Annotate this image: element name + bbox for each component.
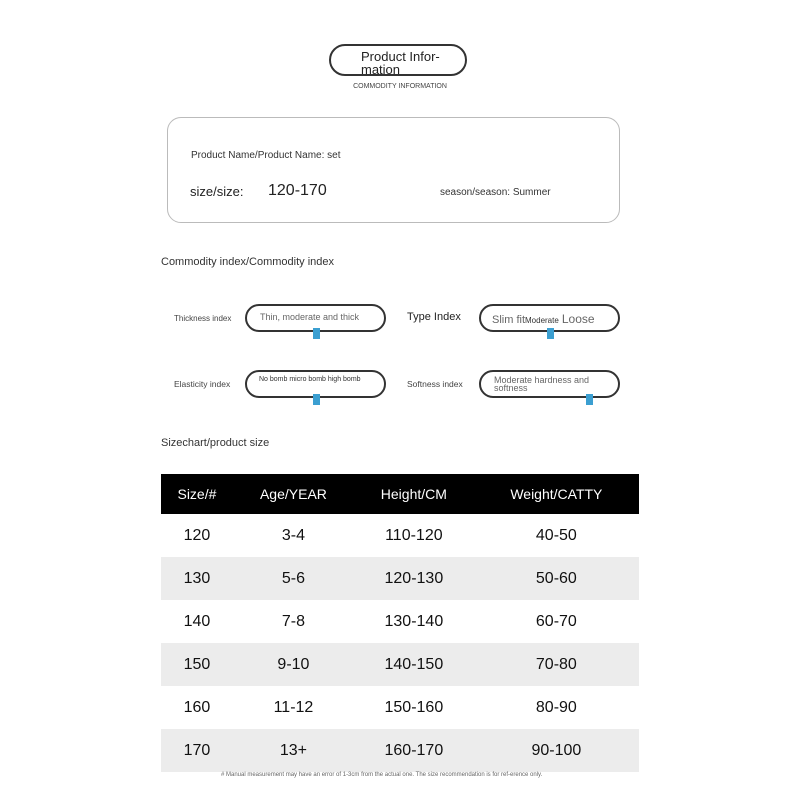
thickness-index xyxy=(245,304,386,332)
softness-index xyxy=(479,370,620,398)
table-row xyxy=(161,557,639,600)
table-row xyxy=(161,643,639,686)
table-cell: 3-4 xyxy=(281,526,305,544)
size-chart-table xyxy=(161,474,639,772)
col-age: Age/YEAR xyxy=(233,474,354,514)
table-cell: 60-70 xyxy=(535,612,577,630)
table-cell: 130-140 xyxy=(384,612,444,630)
table-cell: 5-6 xyxy=(233,557,354,600)
size-heading: Sizechart/product size xyxy=(161,437,270,449)
thickness-marker xyxy=(313,328,320,339)
table-cell: 80-90 xyxy=(535,698,577,716)
table-cell: 90-100 xyxy=(474,729,639,772)
elasticity-index xyxy=(245,370,386,398)
table-row xyxy=(161,600,639,643)
index-heading: Commodity index/Commodity index xyxy=(161,256,335,268)
product-info-title: Product Infor- mation xyxy=(329,44,467,76)
table-cell: 11-12 xyxy=(273,698,314,716)
elasticity-marker xyxy=(313,394,320,405)
softness-text: Moderate hardness and softness xyxy=(494,375,590,393)
table-cell: 120-130 xyxy=(354,557,474,600)
table-cell: 9-10 xyxy=(233,643,354,686)
col-weight: Weight/CATTY xyxy=(474,474,639,514)
softness-label: Softness index xyxy=(407,379,463,389)
table-row xyxy=(161,514,639,557)
softness-marker xyxy=(586,394,593,405)
col-size: Size/# xyxy=(161,474,233,514)
measurement-note: # Manual measurement may have an error of 1-3cm from the actual one. The size recommendation is for ref-erence only. xyxy=(221,772,543,778)
type-index xyxy=(479,304,620,332)
table-cell: 140-150 xyxy=(354,643,474,686)
table-header xyxy=(161,474,639,514)
table-cell: 140 xyxy=(183,612,211,630)
table-cell: 7-8 xyxy=(281,612,305,630)
elasticity-label: Elasticity index xyxy=(174,379,231,389)
type-marker xyxy=(547,328,554,339)
table-cell: 170 xyxy=(161,729,233,772)
type-text-start: Slim fit xyxy=(492,314,525,326)
table-cell: 160-170 xyxy=(354,729,474,772)
table-cell: 13+ xyxy=(233,729,354,772)
table-cell: 120 xyxy=(183,526,211,544)
commodity-info-subtitle: COMMODITY INFORMATION xyxy=(353,83,447,90)
table-cell: 110-120 xyxy=(385,526,443,544)
table-cell: 130 xyxy=(161,557,233,600)
type-label: Type Index xyxy=(407,311,461,323)
type-text-end: Loose xyxy=(561,312,595,326)
table-row xyxy=(161,729,639,772)
table-cell: 160 xyxy=(183,698,211,716)
type-text-mid: Moderate xyxy=(525,316,559,325)
thickness-text: Thin, moderate and thick xyxy=(260,312,360,322)
table-cell: 50-60 xyxy=(474,557,639,600)
size-value: 120-170 xyxy=(268,182,327,199)
season: season/season: Summer xyxy=(440,187,551,198)
table-cell: 40-50 xyxy=(535,526,577,544)
table-cell: 70-80 xyxy=(474,643,639,686)
size-label: size/size: xyxy=(190,184,244,199)
table-cell: 150 xyxy=(161,643,233,686)
product-name: Product Name/Product Name: set xyxy=(191,150,341,161)
elasticity-text: No bomb micro bomb high bomb xyxy=(259,376,361,383)
thickness-label: Thickness index xyxy=(174,314,232,323)
table-row xyxy=(161,686,639,729)
table-cell: 150-160 xyxy=(384,698,444,716)
col-height: Height/CM xyxy=(354,474,474,514)
product-info-box xyxy=(167,117,620,223)
